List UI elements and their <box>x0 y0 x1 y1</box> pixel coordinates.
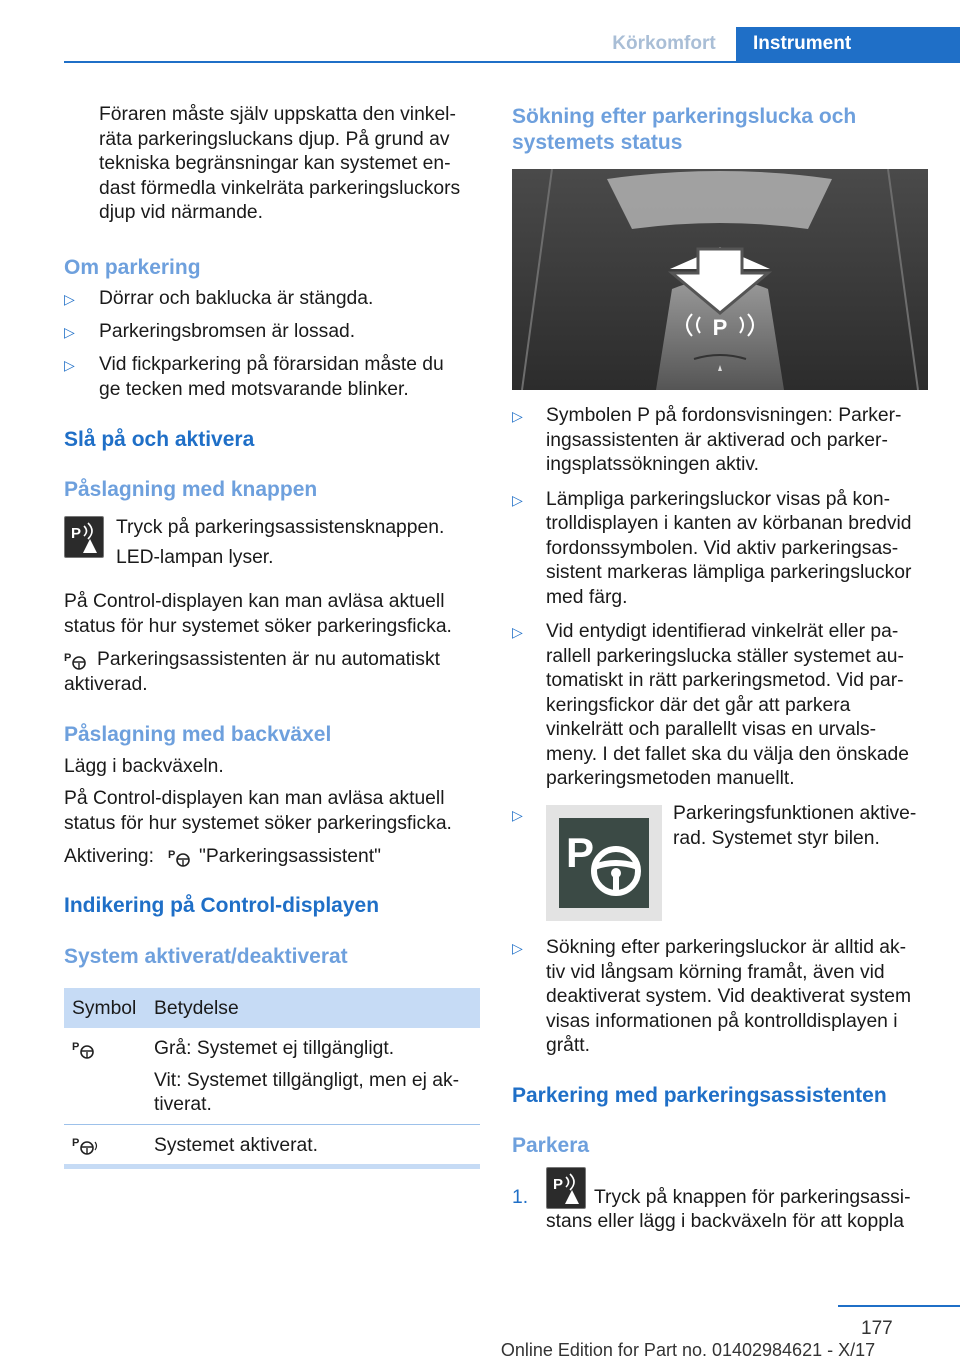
park-assist-active-icon <box>72 1134 100 1156</box>
heading-system: System aktiverat/deaktiverat <box>64 945 348 968</box>
list-item: ▷ Lämpliga parkeringsluckor visas på kon- trolldisplayen i kanten av körbanan bredvid fordonssymbolen. Vid aktiv parkeringsas- sistent markeras lämpliga parkeringsluckor med färg. <box>512 488 912 608</box>
aktivering-value: "Parkeringsassistent" <box>199 846 381 867</box>
heading-om-parkering: Om parkering <box>64 256 201 279</box>
knapp-instruction: Tryck på parkeringsassistensknappen. <box>116 517 445 538</box>
svg-text:P: P <box>64 652 72 664</box>
svg-text:P: P <box>71 525 82 542</box>
svg-text:P: P <box>72 1041 80 1053</box>
triangle-bullet-icon: ▷ <box>64 324 75 340</box>
page-number: 177 <box>861 1318 893 1339</box>
step1-line2: stans eller lägg i backväxeln för att koppla <box>546 1211 904 1232</box>
col-symbol: Symbol <box>72 998 137 1019</box>
table-divider <box>64 1124 480 1125</box>
svg-text:P: P <box>72 1137 80 1149</box>
svg-text:P: P <box>553 1176 564 1193</box>
list-item: ▷ Sökning efter parkeringsluckor är alltid ak- tiv vid långsam körning framåt, även vid deaktiverat system. Vid deaktiverat system visas informationen på kontrolldisplayen i grått. <box>512 937 912 1056</box>
triangle-bullet-icon: ▷ <box>64 357 75 373</box>
triangle-bullet-icon: ▷ <box>512 807 523 823</box>
auto-text: Parkeringsassistenten är nu automatiskt <box>97 649 440 670</box>
vehicle-display-image <box>512 169 928 390</box>
step-number: 1. <box>512 1187 529 1208</box>
heading-parkering-med: Parkering med parkeringsassistenten <box>512 1084 887 1107</box>
heading-knappen: Påslagning med knappen <box>64 478 318 501</box>
list-item: ▷ Vid entydigt identifierad vinkelrät eller pa- rallell parkeringslucka ställer systemet au- tomatiskt in rätt parkeringsmetod. Vid par- keringsfickor där det går att parkera vinkelrätt och parallellt visas en urvals- meny. I det fallet ska du välja den önskade parkeringsmetoden manuellt. <box>512 621 909 789</box>
heading-sla-pa: Slå på och aktivera <box>64 428 255 451</box>
park-assist-small-icon <box>72 1038 96 1060</box>
svg-text:P: P <box>168 849 176 861</box>
list-item: ▷ Symbolen P på fordonsvisningen: Parker- ingsassistenten är aktiverad och parker- ingsplatssökningen aktiv. <box>512 405 902 475</box>
aktivering-label: Aktivering: <box>64 846 155 867</box>
om-parkering-list <box>64 287 480 402</box>
park-assist-small-icon <box>168 846 190 868</box>
col-betydelse: Betydelse <box>154 998 239 1019</box>
table-row-1: Grå: Systemet ej tillgängligt. Vit: Systemet tillgängligt, men ej ak- tiverat. <box>154 1038 460 1115</box>
intro-paragraph: Föraren måste själv uppskatta den vinkel- räta parkeringsluckans djup. På grund av tekniska begränsningar kan systemet en- dast förmedla vinkelräta parkeringsluckors djup vid närmande. <box>99 104 461 223</box>
park-assist-button-icon <box>546 1167 586 1209</box>
step1-line1: Tryck på knappen för parkeringsassi- <box>594 1187 911 1208</box>
edition-footer: Online Edition for Part no. 01402984621 - X/17 <box>500 1340 876 1360</box>
steering-assist-icon <box>546 805 662 921</box>
heading-backvaxel: Påslagning med backväxel <box>64 723 332 746</box>
heading-sokning: Sökning efter parkeringslucka och systemets status <box>512 105 857 154</box>
led-text: LED-lampan lyser. <box>116 547 274 568</box>
tab-korkomfort[interactable]: Körkomfort <box>612 33 716 54</box>
p-letter: P <box>566 829 595 876</box>
triangle-bullet-icon: ▷ <box>512 408 523 424</box>
list-item: ▷ Parkeringsbromsen är lossad. <box>64 320 480 353</box>
control-paragraph-2: På Control-displayen kan man avläsa aktuell status för hur systemet söker parkeringsficka. <box>64 788 452 834</box>
heading-indikering: Indikering på Control-displayen <box>64 894 380 917</box>
control-paragraph: På Control-displayen kan man avläsa aktuell status för hur systemet söker parkeringsficka. <box>64 591 452 637</box>
item4-text: Parkeringsfunktionen aktive- rad. Systemet styr bilen. <box>673 803 917 849</box>
table-header <box>64 988 480 1028</box>
table-row-2: Systemet aktiverat. <box>154 1135 318 1156</box>
status-list <box>512 404 930 792</box>
park-assist-small-icon <box>64 649 86 671</box>
triangle-bullet-icon: ▷ <box>512 624 523 640</box>
backvaxel-text: Lägg i backväxeln. <box>64 756 224 777</box>
triangle-bullet-icon: ▷ <box>512 940 523 956</box>
header-rule <box>64 61 960 63</box>
list-item: ▷ Vid fickparkering på förarsidan måste du ge tecken med motsvarande blinker. <box>64 354 444 400</box>
p-symbol: P <box>712 315 728 340</box>
list-item: ▷ Dörrar och baklucka är stängda. <box>64 287 480 320</box>
triangle-bullet-icon: ▷ <box>64 291 75 307</box>
park-assist-button-icon <box>64 516 104 558</box>
table-bottom-rule <box>64 1164 480 1169</box>
heading-parkera: Parkera <box>512 1134 590 1157</box>
auto-text-2: aktiverad. <box>64 674 148 695</box>
triangle-bullet-icon: ▷ <box>512 491 523 508</box>
tab-instrument[interactable]: Instrument <box>736 27 960 61</box>
footer-rule <box>838 1305 960 1307</box>
